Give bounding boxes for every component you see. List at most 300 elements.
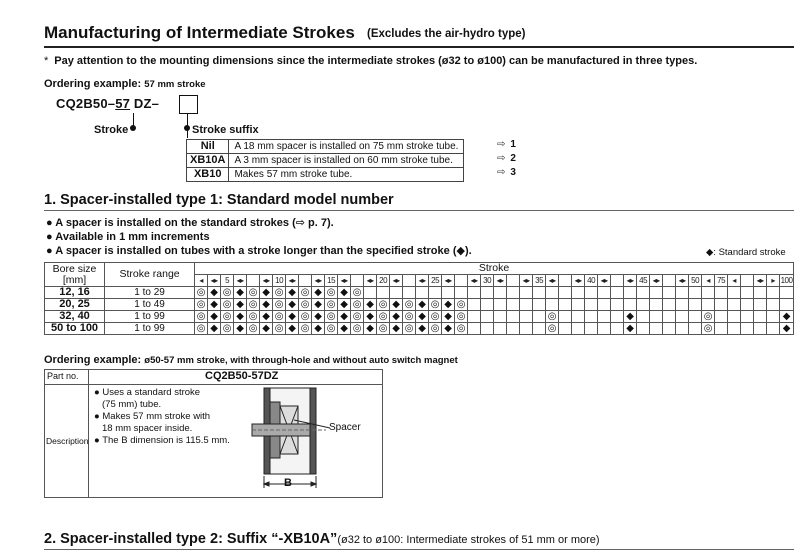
empty-cell bbox=[676, 311, 689, 323]
list-item bbox=[94, 399, 230, 411]
tick-arrow: ◂▸ bbox=[572, 275, 585, 287]
available-stroke-mark: ◎ bbox=[546, 311, 559, 323]
model-dash-1: – bbox=[107, 96, 116, 111]
arrow-right-icon: ⇨ bbox=[497, 153, 506, 164]
available-stroke-mark: ◎ bbox=[403, 311, 416, 323]
available-stroke-mark: ◎ bbox=[455, 299, 468, 311]
empty-cell bbox=[481, 287, 494, 299]
empty-cell bbox=[650, 287, 663, 299]
available-stroke-mark: ◎ bbox=[221, 287, 234, 299]
tick-label: 5 bbox=[221, 275, 234, 287]
col-header-bore-text: Bore size bbox=[52, 262, 97, 275]
bullet-text: A spacer is installed on tubes with a stroke longer than the specified stroke (◆). bbox=[55, 245, 472, 257]
empty-cell bbox=[559, 299, 572, 311]
empty-cell bbox=[520, 323, 533, 335]
stroke-range-cell: 1 to 29 bbox=[105, 287, 195, 299]
empty-cell bbox=[533, 299, 546, 311]
standard-stroke-mark: ◆ bbox=[234, 323, 247, 335]
available-stroke-mark: ◎ bbox=[351, 287, 364, 299]
tick-arrow: ◂▸ bbox=[676, 275, 689, 287]
list-item-text: Makes 57 mm stroke with bbox=[102, 411, 211, 422]
standard-stroke-mark: ◆ bbox=[260, 311, 273, 323]
empty-cell bbox=[689, 323, 702, 335]
empty-cell bbox=[481, 323, 494, 335]
standard-stroke-mark: ◆ bbox=[416, 311, 429, 323]
ordering-example-value: 57 mm stroke bbox=[144, 79, 206, 90]
empty-cell bbox=[364, 287, 377, 299]
list-item-text: 18 mm spacer inside. bbox=[102, 423, 193, 434]
empty-cell bbox=[689, 287, 702, 299]
tick-arrow: ◂ bbox=[195, 275, 208, 287]
tick-label: 10 bbox=[273, 275, 286, 287]
empty-cell bbox=[728, 323, 741, 335]
available-stroke-mark: ◎ bbox=[455, 311, 468, 323]
empty-cell bbox=[650, 311, 663, 323]
empty-cell bbox=[715, 287, 728, 299]
bullet-item: ● A spacer is installed on the standard strokes (⇨ p. 7). bbox=[46, 217, 334, 229]
standard-stroke-mark: ◆ bbox=[208, 311, 221, 323]
available-stroke-mark: ◎ bbox=[273, 311, 286, 323]
empty-cell bbox=[780, 299, 794, 311]
available-stroke-mark: ◎ bbox=[546, 323, 559, 335]
tick-arrow: ◂▸ bbox=[416, 275, 429, 287]
empty-cell bbox=[507, 287, 520, 299]
available-stroke-mark: ◎ bbox=[325, 311, 338, 323]
bullet-item: ● Available in 1 mm increments bbox=[46, 231, 210, 243]
empty-cell bbox=[377, 287, 390, 299]
standard-stroke-mark: ◆ bbox=[390, 323, 403, 335]
bullet-text: Available in 1 mm increments bbox=[55, 231, 210, 243]
type-ref-2 bbox=[497, 153, 516, 164]
empty-cell bbox=[403, 287, 416, 299]
empty-cell bbox=[637, 299, 650, 311]
standard-stroke-mark: ◆ bbox=[338, 323, 351, 335]
available-stroke-mark: ◎ bbox=[273, 299, 286, 311]
empty-cell bbox=[741, 323, 754, 335]
tick-arrow bbox=[455, 275, 468, 287]
section-1-title: 1. Spacer-installed type 1: Standard model number bbox=[44, 192, 394, 208]
empty-cell bbox=[663, 287, 676, 299]
type-ref-3 bbox=[497, 167, 516, 178]
standard-stroke-mark: ◆ bbox=[390, 299, 403, 311]
empty-cell bbox=[520, 311, 533, 323]
available-stroke-mark: ◎ bbox=[195, 311, 208, 323]
empty-cell bbox=[468, 311, 481, 323]
empty-cell bbox=[689, 311, 702, 323]
empty-cell bbox=[741, 299, 754, 311]
available-stroke-mark: ◎ bbox=[325, 287, 338, 299]
empty-cell bbox=[442, 287, 455, 299]
standard-stroke-mark: ◆ bbox=[364, 299, 377, 311]
empty-cell bbox=[507, 299, 520, 311]
bore-size-cell: 12, 16 bbox=[45, 287, 105, 299]
available-stroke-mark: ◎ bbox=[299, 287, 312, 299]
table-row bbox=[45, 287, 794, 299]
available-stroke-mark: ◎ bbox=[221, 299, 234, 311]
list-item-text: Uses a standard stroke bbox=[102, 387, 201, 398]
empty-cell bbox=[416, 287, 429, 299]
empty-cell bbox=[676, 299, 689, 311]
description-column-divider bbox=[88, 370, 89, 497]
available-stroke-mark: ◎ bbox=[195, 323, 208, 335]
tick-arrow bbox=[559, 275, 572, 287]
standard-stroke-mark: ◆ bbox=[416, 299, 429, 311]
empty-cell bbox=[754, 323, 767, 335]
tick-arrow bbox=[663, 275, 676, 287]
standard-stroke-mark: ◆ bbox=[234, 311, 247, 323]
standard-stroke-mark: ◆ bbox=[338, 287, 351, 299]
tick-arrow: ▸ bbox=[767, 275, 780, 287]
available-stroke-mark: ◎ bbox=[273, 323, 286, 335]
description-label: Description bbox=[46, 436, 89, 446]
tick-arrow: ◂▸ bbox=[546, 275, 559, 287]
page-title: Manufacturing of Intermediate Strokes bbox=[44, 23, 355, 42]
empty-cell bbox=[598, 287, 611, 299]
tick-arrow: ◂▸ bbox=[390, 275, 403, 287]
empty-cell bbox=[663, 299, 676, 311]
standard-stroke-mark: ◆ bbox=[234, 287, 247, 299]
empty-cell bbox=[585, 311, 598, 323]
empty-cell bbox=[767, 287, 780, 299]
empty-cell bbox=[507, 323, 520, 335]
stroke-label: Stroke bbox=[94, 124, 129, 136]
standard-stroke-mark: ◆ bbox=[312, 323, 325, 335]
standard-stroke-mark: ◆ bbox=[286, 323, 299, 335]
standard-stroke-mark: ◆ bbox=[338, 311, 351, 323]
empty-cell bbox=[741, 311, 754, 323]
model-code bbox=[56, 96, 159, 111]
available-stroke-mark: ◎ bbox=[377, 299, 390, 311]
standard-stroke-mark: ◆ bbox=[442, 299, 455, 311]
section-2-subtitle: (ø32 to ø100: Intermediate strokes of 51 mm or more) bbox=[337, 534, 600, 546]
bore-size-cell: 50 to 100 bbox=[45, 323, 105, 335]
model-prefix: CQ2B50 bbox=[56, 96, 108, 111]
tick-arrow: ◂▸ bbox=[598, 275, 611, 287]
tick-label: 15 bbox=[325, 275, 338, 287]
empty-cell bbox=[728, 299, 741, 311]
stroke-table bbox=[44, 262, 794, 335]
table-row bbox=[45, 299, 794, 311]
ordering-example-label: Ordering example: bbox=[44, 78, 142, 90]
standard-stroke-mark: ◆ bbox=[260, 299, 273, 311]
standard-stroke-mark: ◆ bbox=[208, 299, 221, 311]
empty-cell bbox=[572, 311, 585, 323]
description-table bbox=[44, 369, 383, 498]
ordering-example-2-value: ø50-57 mm stroke, with through-hole and without auto switch magnet bbox=[144, 355, 458, 366]
empty-cell bbox=[494, 323, 507, 335]
available-stroke-mark: ◎ bbox=[377, 311, 390, 323]
bore-size-cell: 32, 40 bbox=[45, 311, 105, 323]
tick-arrow: ◂▸ bbox=[234, 275, 247, 287]
table-row bbox=[187, 140, 464, 154]
model-dash-2: – bbox=[151, 96, 160, 111]
empty-cell bbox=[650, 323, 663, 335]
tick-arrow: ◂▸ bbox=[364, 275, 377, 287]
empty-cell bbox=[494, 299, 507, 311]
tick-label: 50 bbox=[689, 275, 702, 287]
list-item-text: (75 mm) tube. bbox=[102, 399, 162, 410]
col-header-bore-unit: [mm] bbox=[62, 273, 87, 286]
description-items bbox=[94, 387, 230, 447]
spacer-label: Spacer bbox=[329, 422, 361, 433]
section-1-bullets bbox=[46, 216, 472, 258]
type-ref-1 bbox=[497, 139, 516, 150]
empty-cell bbox=[494, 287, 507, 299]
type-ref-number: 1 bbox=[510, 139, 516, 150]
standard-stroke-mark: ◆ bbox=[208, 287, 221, 299]
note-mark: * bbox=[44, 55, 49, 67]
ordering-example-2 bbox=[44, 354, 458, 366]
empty-cell bbox=[754, 311, 767, 323]
tick-label: 45 bbox=[637, 275, 650, 287]
standard-stroke-mark: ◆ bbox=[364, 323, 377, 335]
empty-cell bbox=[728, 311, 741, 323]
standard-stroke-mark: ◆ bbox=[312, 299, 325, 311]
available-stroke-mark: ◎ bbox=[247, 311, 260, 323]
page-subtitle: (Excludes the air-hydro type) bbox=[367, 28, 526, 40]
suffix-code: XB10A bbox=[187, 154, 229, 168]
list-item bbox=[94, 423, 230, 435]
tick-arrow bbox=[351, 275, 364, 287]
standard-stroke-mark: ◆ bbox=[442, 311, 455, 323]
standard-stroke-mark: ◆ bbox=[780, 311, 794, 323]
tick-arrow bbox=[507, 275, 520, 287]
empty-cell bbox=[559, 323, 572, 335]
empty-cell bbox=[572, 287, 585, 299]
tick-label: 75 bbox=[715, 275, 728, 287]
available-stroke-mark: ◎ bbox=[325, 299, 338, 311]
suffix-table bbox=[186, 139, 464, 182]
type-ref-number: 3 bbox=[510, 167, 516, 178]
tick-arrow bbox=[403, 275, 416, 287]
standard-stroke-mark: ◆ bbox=[286, 311, 299, 323]
available-stroke-mark: ◎ bbox=[195, 287, 208, 299]
available-stroke-mark: ◎ bbox=[247, 299, 260, 311]
list-item: ● Makes 57 mm stroke with bbox=[94, 411, 211, 422]
empty-cell bbox=[767, 299, 780, 311]
available-stroke-mark: ◎ bbox=[377, 323, 390, 335]
tick-arrow: ◂▸ bbox=[260, 275, 273, 287]
empty-cell bbox=[650, 299, 663, 311]
available-stroke-mark: ◎ bbox=[299, 299, 312, 311]
model-suffix: DZ bbox=[133, 96, 152, 111]
empty-cell bbox=[715, 299, 728, 311]
empty-cell bbox=[455, 287, 468, 299]
tick-arrow: ◂▸ bbox=[520, 275, 533, 287]
empty-cell bbox=[481, 299, 494, 311]
empty-cell bbox=[780, 287, 794, 299]
standard-stroke-mark: ◆ bbox=[312, 287, 325, 299]
empty-cell bbox=[637, 323, 650, 335]
col-header-bore bbox=[45, 263, 105, 287]
empty-cell bbox=[585, 299, 598, 311]
standard-stroke-mark: ◆ bbox=[390, 311, 403, 323]
empty-cell bbox=[663, 323, 676, 335]
empty-cell bbox=[741, 287, 754, 299]
empty-cell bbox=[754, 299, 767, 311]
section-2-heading bbox=[44, 531, 794, 550]
empty-cell bbox=[585, 323, 598, 335]
available-stroke-mark: ◎ bbox=[351, 299, 364, 311]
table-row bbox=[45, 311, 794, 323]
standard-stroke-mark: ◆ bbox=[208, 323, 221, 335]
standard-stroke-mark: ◆ bbox=[624, 323, 637, 335]
attention-note bbox=[44, 55, 697, 67]
available-stroke-mark: ◎ bbox=[273, 287, 286, 299]
empty-cell bbox=[585, 287, 598, 299]
empty-cell bbox=[676, 323, 689, 335]
available-stroke-mark: ◎ bbox=[403, 299, 416, 311]
available-stroke-mark: ◎ bbox=[299, 311, 312, 323]
available-stroke-mark: ◎ bbox=[351, 311, 364, 323]
tick-arrow: ◂▸ bbox=[442, 275, 455, 287]
part-no-value: CQ2B50-57DZ bbox=[205, 370, 279, 382]
tick-label: 25 bbox=[429, 275, 442, 287]
empty-cell bbox=[767, 323, 780, 335]
type-ref-number: 2 bbox=[510, 153, 516, 164]
stroke-range-cell: 1 to 99 bbox=[105, 323, 195, 335]
standard-stroke-mark: ◆ bbox=[260, 287, 273, 299]
table-row bbox=[45, 323, 794, 335]
empty-cell bbox=[546, 299, 559, 311]
empty-cell bbox=[546, 287, 559, 299]
suffix-leader-line-lower bbox=[187, 128, 188, 138]
suffix-desc: A 18 mm spacer is installed on 75 mm stroke tube. bbox=[229, 140, 464, 154]
standard-stroke-mark: ◆ bbox=[312, 311, 325, 323]
tick-label: 40 bbox=[585, 275, 598, 287]
arrow-right-icon: ⇨ bbox=[497, 139, 506, 150]
available-stroke-mark: ◎ bbox=[221, 311, 234, 323]
model-stroke: 57 bbox=[115, 96, 131, 111]
empty-cell bbox=[767, 311, 780, 323]
standard-stroke-mark: ◆ bbox=[442, 323, 455, 335]
empty-cell bbox=[520, 299, 533, 311]
empty-cell bbox=[494, 311, 507, 323]
empty-cell bbox=[390, 287, 403, 299]
bullet-text: A spacer is installed on the standard strokes (⇨ p. 7). bbox=[55, 217, 334, 229]
empty-cell bbox=[533, 287, 546, 299]
section-1-heading bbox=[44, 192, 794, 211]
ordering-example bbox=[44, 78, 206, 90]
tick-label: 100 bbox=[780, 276, 793, 285]
ordering-example-2-label: Ordering example: bbox=[44, 354, 142, 366]
empty-cell bbox=[676, 287, 689, 299]
tick-arrow: ◂▸ bbox=[338, 275, 351, 287]
empty-cell bbox=[559, 287, 572, 299]
empty-cell bbox=[559, 311, 572, 323]
standard-stroke-mark: ◆ bbox=[364, 311, 377, 323]
empty-cell bbox=[572, 323, 585, 335]
standard-stroke-mark: ◆ bbox=[286, 299, 299, 311]
available-stroke-mark: ◎ bbox=[429, 311, 442, 323]
available-stroke-mark: ◎ bbox=[455, 323, 468, 335]
empty-cell bbox=[468, 299, 481, 311]
note-text: Pay attention to the mounting dimensions since the intermediate strokes (ø32 to ø100) can be manufactured in three types. bbox=[54, 55, 698, 67]
list-item: ● Uses a standard stroke bbox=[94, 387, 201, 398]
available-stroke-mark: ◎ bbox=[351, 323, 364, 335]
table-row bbox=[187, 168, 464, 182]
empty-cell bbox=[533, 311, 546, 323]
empty-cell bbox=[611, 287, 624, 299]
empty-cell bbox=[520, 287, 533, 299]
available-stroke-mark: ◎ bbox=[247, 323, 260, 335]
empty-cell bbox=[663, 311, 676, 323]
table-header-row bbox=[45, 263, 794, 275]
standard-stroke-mark: ◆ bbox=[780, 323, 794, 335]
suffix-desc: A 3 mm spacer is installed on 60 mm stroke tube. bbox=[229, 154, 464, 168]
empty-cell bbox=[715, 323, 728, 335]
col-header-range: Stroke range bbox=[105, 263, 195, 287]
empty-cell bbox=[598, 311, 611, 323]
empty-cell bbox=[507, 311, 520, 323]
empty-cell bbox=[481, 311, 494, 323]
available-stroke-mark: ◎ bbox=[403, 323, 416, 335]
available-stroke-mark: ◎ bbox=[702, 311, 715, 323]
list-item-text: The B dimension is 115.5 mm. bbox=[102, 435, 230, 446]
bullet-item: ● A spacer is installed on tubes with a stroke longer than the specified stroke (◆). bbox=[46, 245, 472, 257]
table-row bbox=[187, 154, 464, 168]
empty-cell bbox=[468, 323, 481, 335]
stroke-leader-dot bbox=[130, 125, 136, 131]
tick-arrow: ◂▸ bbox=[208, 275, 221, 287]
empty-cell bbox=[611, 311, 624, 323]
stroke-range-cell: 1 to 99 bbox=[105, 311, 195, 323]
tick-arrow: ◂▸ bbox=[286, 275, 299, 287]
available-stroke-mark: ◎ bbox=[325, 323, 338, 335]
standard-stroke-mark: ◆ bbox=[234, 299, 247, 311]
tick-arrow: ◂▸ bbox=[624, 275, 637, 287]
empty-cell bbox=[689, 299, 702, 311]
suffix-code: Nil bbox=[187, 140, 229, 154]
tick-arrow bbox=[299, 275, 312, 287]
available-stroke-mark: ◎ bbox=[195, 299, 208, 311]
empty-cell bbox=[533, 323, 546, 335]
standard-stroke-mark: ◆ bbox=[416, 323, 429, 335]
dimension-b-label: B bbox=[284, 477, 292, 489]
standard-stroke-legend: ◆: Standard stroke bbox=[706, 247, 786, 258]
section-2-title: 2. Spacer-installed type 2: Suffix “-XB10A” bbox=[44, 531, 338, 547]
suffix-desc: Makes 57 mm stroke tube. bbox=[229, 168, 464, 182]
suffix-code: XB10 bbox=[187, 168, 229, 182]
tick-arrow: ◂▸ bbox=[312, 275, 325, 287]
empty-cell bbox=[624, 299, 637, 311]
list-item: ● The B dimension is 115.5 mm. bbox=[94, 435, 230, 446]
bore-size-cell: 20, 25 bbox=[45, 299, 105, 311]
empty-cell bbox=[598, 299, 611, 311]
standard-stroke-mark: ◆ bbox=[624, 311, 637, 323]
empty-cell bbox=[468, 287, 481, 299]
empty-cell bbox=[611, 323, 624, 335]
available-stroke-mark: ◎ bbox=[299, 323, 312, 335]
cylinder-rod-cover bbox=[310, 388, 316, 474]
tick-arrow: ◂▸ bbox=[754, 275, 767, 287]
standard-stroke-mark: ◆ bbox=[286, 287, 299, 299]
available-stroke-mark: ◎ bbox=[702, 323, 715, 335]
stroke-suffix-box bbox=[179, 95, 198, 114]
empty-cell bbox=[611, 299, 624, 311]
tick-label: 35 bbox=[533, 275, 546, 287]
stroke-suffix-label: Stroke suffix bbox=[192, 124, 259, 136]
empty-cell bbox=[702, 299, 715, 311]
standard-stroke-mark: ◆ bbox=[338, 299, 351, 311]
tick-arrow: ◂ bbox=[728, 275, 741, 287]
tick-arrow: ◂ bbox=[702, 275, 715, 287]
empty-cell bbox=[598, 323, 611, 335]
standard-stroke-mark: ◆ bbox=[260, 323, 273, 335]
available-stroke-mark: ◎ bbox=[429, 323, 442, 335]
empty-cell bbox=[754, 287, 767, 299]
empty-cell bbox=[728, 287, 741, 299]
